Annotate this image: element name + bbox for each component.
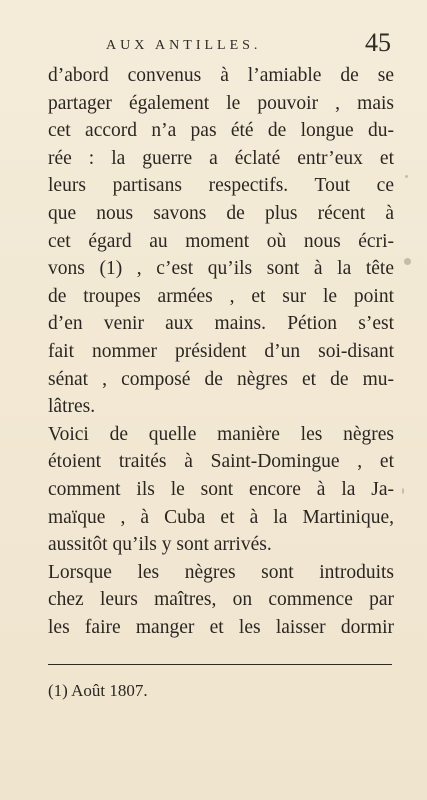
- paper-speck: [402, 488, 404, 494]
- text-line: d’abord convenus à l’amiable de se: [48, 65, 394, 86]
- text-line: fait nommer président d’un soi-disant: [48, 340, 394, 362]
- text-line: que nous savons de plus récent à: [48, 202, 394, 224]
- text-line: chez leurs maîtres, on commence par: [48, 589, 394, 611]
- text-line: cet égard au moment où nous écri-: [48, 230, 394, 252]
- text-line: leurs partisans respectifs. Tout ce: [48, 175, 394, 197]
- text-line: maïque , à Cuba et à la Martinique,: [48, 506, 394, 528]
- text-line: Voici de quelle manière les nègres: [48, 423, 394, 445]
- footnote-rule: [48, 664, 392, 665]
- footnote: (1) Août 1807.: [48, 681, 148, 700]
- text-line: vons (1) , c’est qu’ils sont à la tête: [48, 258, 394, 280]
- text-line: d’en venir aux mains. Pétion s’est: [48, 313, 394, 335]
- text-line: aussitôt qu’ils y sont arrivés.: [48, 534, 272, 556]
- text-line: rée : la guerre a éclaté entr’eux et: [48, 147, 394, 169]
- running-head: AUX ANTILLES.: [106, 38, 262, 53]
- text-line: de troupes armées , et sur le point: [48, 285, 394, 307]
- text-line: les faire manger et les laisser dormir: [48, 616, 394, 638]
- text-line: lâtres.: [48, 396, 96, 418]
- text-line: cet accord n’a pas été de longue du-: [48, 120, 394, 142]
- page-header: [48, 28, 397, 62]
- body-text: [48, 62, 394, 641]
- text-line: comment ils le sont encore à la Ja-: [48, 478, 394, 500]
- text-line: Lorsque les nègres sont introduits: [48, 561, 394, 583]
- paper-speck: [404, 258, 411, 265]
- paper-speck: [405, 175, 408, 178]
- text-line: partager également le pouvoir , mais: [48, 92, 394, 114]
- text-line: sénat , composé de nègres et de mu-: [48, 368, 394, 390]
- text-line: étoient traités à Saint-Domingue , et: [48, 451, 394, 473]
- page-number: 45: [365, 28, 391, 57]
